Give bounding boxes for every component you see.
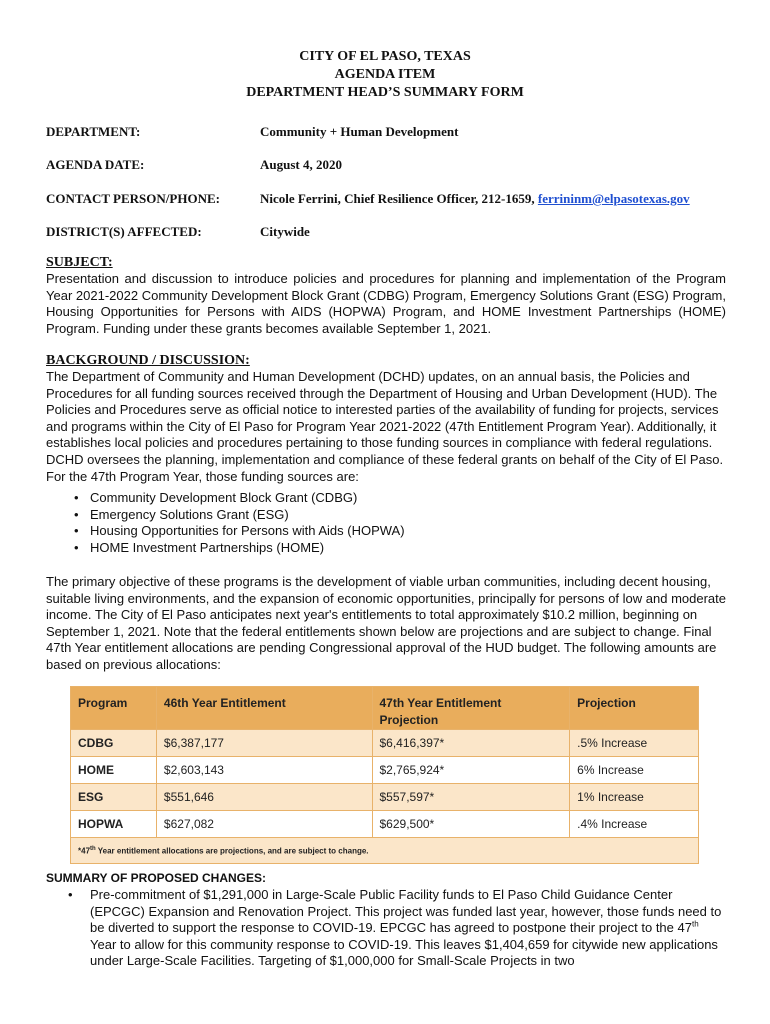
header-city: CITY OF EL PASO, TEXAS bbox=[299, 49, 471, 64]
header-form-title: DEPARTMENT HEAD’S SUMMARY FORM bbox=[246, 85, 524, 100]
program-cell: HOPWA bbox=[71, 811, 157, 838]
table-row bbox=[71, 757, 699, 784]
summary-item-text-continued: Year to allow for this community response to COVID-19. This leaves $1,404,659 for citywide new applications under Large-Scale Facilities. Targeting of $1,000,000 for Small-Scale Projects in two bbox=[90, 936, 718, 969]
table-note bbox=[71, 838, 699, 864]
year47-cell: $629,500* bbox=[372, 811, 570, 838]
note-prefix: *47 bbox=[78, 846, 91, 856]
funding-sources-list bbox=[70, 490, 405, 556]
header-47th-year: 47th Year Entitlement Projection bbox=[372, 687, 570, 730]
funding-source-item: • Emergency Solutions Grant (ESG) bbox=[70, 507, 405, 524]
subject-text: Presentation and discussion to introduce policies and procedures for planning and implementation of the Program Year 2021-2022 Community Development Block Grant (CDBG) Program, Emergency Solutions Grant (ESG) Program, Housing Opportunities for Persons with AIDS (HOPWA) Program, and HOME Investment Partnerships (HOME) Program. Funding under these grants becomes available September 1, 2021. bbox=[46, 271, 726, 336]
table-row bbox=[71, 811, 699, 838]
contact-value bbox=[260, 191, 690, 207]
note-superscript: th bbox=[90, 846, 96, 852]
entitlement-table bbox=[70, 686, 699, 864]
summary-title: SUMMARY OF PROPOSED CHANGES: bbox=[46, 871, 267, 885]
table-header-row bbox=[71, 687, 699, 730]
summary-item bbox=[90, 887, 726, 970]
note-text: Year entitlement allocations are projections, and are subject to change. bbox=[95, 846, 369, 856]
year46-cell: $2,603,143 bbox=[156, 757, 372, 784]
subject-title: SUBJECT: bbox=[46, 255, 113, 270]
program-cell: ESG bbox=[71, 784, 157, 811]
agenda-date-label: AGENDA DATE: bbox=[46, 157, 145, 172]
table-row bbox=[71, 784, 699, 811]
districts-label: DISTRICT(S) AFFECTED: bbox=[46, 224, 202, 239]
funding-source-item: • Housing Opportunities for Persons with Aids (HOPWA) bbox=[70, 523, 405, 540]
summary-list bbox=[90, 887, 726, 970]
contact-label: CONTACT PERSON/PHONE: bbox=[46, 191, 220, 206]
contact-text: Nicole Ferrini, Chief Resilience Officer, 212-1659, bbox=[260, 191, 538, 206]
header-projection: Projection bbox=[570, 687, 699, 730]
summary-item-superscript: th bbox=[691, 919, 699, 929]
projection-cell: .5% Increase bbox=[570, 730, 699, 757]
projection-cell: 6% Increase bbox=[570, 757, 699, 784]
objective-text: The primary objective of these programs is the development of viable urban communities, including decent housing, suitable living environments, and the expansion of economic opportunities, principally for persons of low and moderate income. The City of El Paso anticipates next year's entitlements to total approximately $10.2 million, beginning on September 1, 2021. Note that the federal entitlements shown below are projections and are subject to change. Final 47th Year entitlement allocations are pending Congressional approval of the HUD budget. The following amounts are based on previous allocations: bbox=[46, 574, 726, 672]
year47-cell: $557,597* bbox=[372, 784, 570, 811]
background-text: The Department of Community and Human Development (DCHD) updates, on an annual basis, the Policies and Procedures for all funding sources received through the Department of Housing and Urban Development (HUD). The Policies and Procedures serve as official notice to interested parties of the availability of funding for projects, services and programs within the City of El Paso for Program Year 2021-2022 (47th Entitlement Program Year). Additionally, it establishes local policies and procedures pertaining to those funding sources in compliance with federal regulations. DCHD oversees the planning, implementation and compliance of these federal grants on behalf of the City of El Paso. For the 47th Program Year, those funding sources are: bbox=[46, 369, 724, 484]
year46-cell: $627,082 bbox=[156, 811, 372, 838]
header-program: Program bbox=[71, 687, 157, 730]
funding-source-item: • HOME Investment Partnerships (HOME) bbox=[70, 540, 405, 557]
header-agenda-item: AGENDA ITEM bbox=[334, 67, 436, 82]
document-header bbox=[0, 48, 770, 102]
background-title: BACKGROUND / DISCUSSION: bbox=[46, 353, 250, 368]
summary-item-text: Pre-commitment of $1,291,000 in Large-Scale Public Facility funds to El Paso Child Guidance Center (EPCGC) Expansion and Renovation Project. This project was funded last year, however, those funds need to be diverted to support the response to COVID-19. EPCGC has agreed to postpone their project to the 47 bbox=[90, 887, 722, 936]
department-label: DEPARTMENT: bbox=[46, 124, 141, 139]
header-46th-year: 46th Year Entitlement bbox=[156, 687, 372, 730]
projection-cell: .4% Increase bbox=[570, 811, 699, 838]
projection-cell: 1% Increase bbox=[570, 784, 699, 811]
department-value: Community + Human Development bbox=[260, 124, 459, 139]
funding-source-item: • Community Development Block Grant (CDBG) bbox=[70, 490, 405, 507]
program-cell: HOME bbox=[71, 757, 157, 784]
year46-cell: $6,387,177 bbox=[156, 730, 372, 757]
year46-cell: $551,646 bbox=[156, 784, 372, 811]
year47-cell: $6,416,397* bbox=[372, 730, 570, 757]
program-cell: CDBG bbox=[71, 730, 157, 757]
table-row bbox=[71, 730, 699, 757]
year47-cell: $2,765,924* bbox=[372, 757, 570, 784]
contact-email-link[interactable]: ferrininm@elpasotexas.gov bbox=[537, 191, 690, 206]
agenda-date-value: August 4, 2020 bbox=[260, 157, 342, 172]
districts-value: Citywide bbox=[260, 224, 310, 239]
table-note-row bbox=[71, 838, 699, 864]
